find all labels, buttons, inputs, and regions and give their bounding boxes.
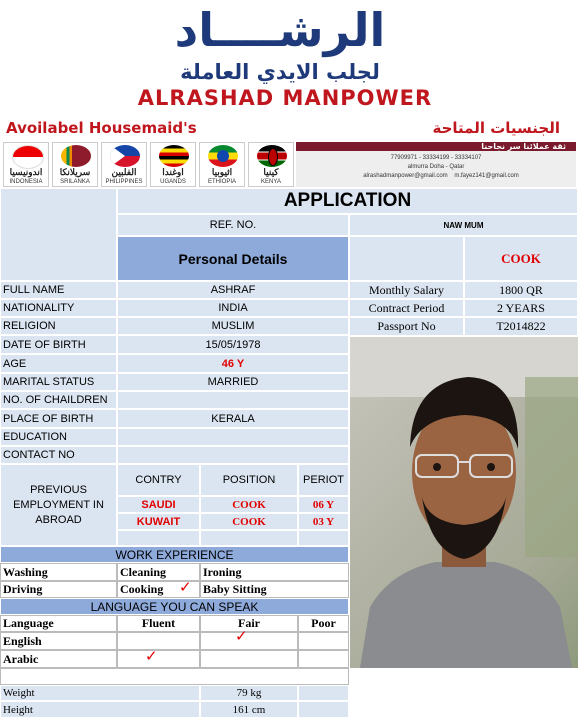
flag-uganda: [150, 142, 196, 187]
philippines-flag-icon: [110, 145, 140, 167]
contact-email: alrashadmanpower@gmail.com m.fayez141@gmail.com: [363, 173, 519, 179]
work-item-ironing: Ironing: [200, 563, 349, 581]
available-en: Avoilabel Housemaid's: [6, 119, 197, 137]
age-label: AGE: [0, 354, 117, 373]
arabic-fluent-check-icon: ✓: [145, 647, 158, 665]
flag-srilanka: [52, 142, 98, 187]
prev-row-empty: [117, 530, 200, 546]
position-applied: COOK: [464, 236, 578, 281]
top-left-blank: [0, 188, 117, 281]
contact-panel: [296, 142, 576, 187]
logo-arabic: الرشــــاد: [174, 3, 386, 57]
education-value: [117, 428, 349, 446]
religion-value: MUSLIM: [117, 317, 349, 335]
indonesia-flag-icon: [12, 145, 44, 169]
salary-label: Monthly Salary: [349, 281, 464, 299]
flag-indonesia: [3, 142, 49, 187]
lang-row-arabic: Arabic: [0, 650, 117, 668]
cooking-check-icon: ✓: [179, 578, 192, 596]
education-label: EDUCATION: [0, 428, 117, 446]
flag-label-ar: اندونيسيا: [9, 167, 43, 177]
english-fair-check-icon: ✓: [235, 627, 248, 645]
srilanka-flag-icon: [61, 145, 91, 167]
flag-label-en: INDONESIA: [9, 179, 43, 185]
lang-cell: [298, 650, 349, 668]
flag-kenya: [248, 142, 294, 187]
pob-label: PLACE OF BIRTH: [0, 409, 117, 428]
period-label: Contract Period: [349, 299, 464, 317]
passport-label: Passport No: [349, 317, 464, 336]
dob-value: 15/05/1978: [117, 335, 349, 354]
lang-cell: [117, 632, 200, 650]
children-value: [117, 391, 349, 409]
weight-value: 79 kg: [200, 685, 298, 701]
flag-label-ar: الفلبين: [111, 167, 137, 177]
nationality-label: NATIONALITY: [0, 299, 117, 317]
language-heading: LANGUAGE YOU CAN SPEAK: [0, 598, 349, 615]
flag-label-ar: سريلانكا: [59, 167, 91, 177]
flag-label-ar: اثيوبيا: [211, 167, 233, 177]
children-label: NO. OF CHAILDREN: [0, 391, 117, 409]
prev-row-position: COOK: [200, 513, 298, 530]
flag-label-en: ETHIOPIA: [207, 179, 236, 185]
ethiopia-flag-icon: [208, 145, 238, 167]
work-experience-heading: WORK EXPERIENCE: [0, 546, 349, 563]
height-value: 161 cm: [200, 701, 298, 718]
lang-cell: [117, 650, 200, 668]
previous-employment-label: PREVIOUS EMPLOYMENT IN ABROAD: [0, 464, 117, 546]
prev-row-country: SAUDI: [117, 496, 200, 513]
uganda-flag-icon: [159, 145, 189, 167]
flag-label-en: PHILIPPINES: [105, 179, 143, 185]
flag-label-ar: اوغندا: [162, 167, 184, 177]
full-name-label: FULL NAME: [0, 281, 117, 299]
lang-header-fluent: Fluent: [117, 615, 200, 632]
flag-label-ar: كينيا: [263, 167, 279, 177]
flag-philippines: [101, 142, 147, 187]
flag-label-en: SRILANKA: [60, 179, 90, 185]
prev-row-position: COOK: [200, 496, 298, 513]
nationality-value: INDIA: [117, 299, 349, 317]
lang-cell: [298, 632, 349, 650]
lang-row-english: English: [0, 632, 117, 650]
height-extra: [298, 701, 349, 718]
period-value: 2 YEARS: [464, 299, 578, 317]
marital-value: MARRIED: [117, 373, 349, 391]
weight-label: Weight: [0, 685, 200, 701]
work-item-driving: Driving: [0, 581, 117, 598]
company-name: ALRASHAD MANPOWER: [137, 86, 433, 110]
work-item-washing: Washing: [0, 563, 117, 581]
lang-header-language: Language: [0, 615, 117, 632]
available-ar: الجنسيات المتاحة: [432, 119, 560, 137]
salary-value: 1800 QR: [464, 281, 578, 299]
marital-label: MARITAL STATUS: [0, 373, 117, 391]
applicant-photo: [350, 337, 578, 668]
contact-value: [117, 446, 349, 464]
dob-label: DATE OF BIRTH: [0, 335, 117, 354]
religion-label: RELIGION: [0, 317, 117, 335]
flag-ethiopia: [199, 142, 245, 187]
flag-label-en: UGANDS: [160, 179, 186, 185]
age-value: 46 Y: [117, 354, 349, 373]
person-portrait-icon: [350, 337, 578, 668]
work-item-baby-sitting: Baby Sitting: [200, 581, 349, 598]
kenya-flag-icon: [257, 145, 287, 167]
lang-cell: [200, 632, 298, 650]
header-banner: [0, 0, 578, 140]
lang-header-poor: Poor: [298, 615, 349, 632]
prev-header-position: POSITION: [200, 464, 298, 496]
work-item-cooking: Cooking: [117, 581, 200, 598]
prev-header-country: CONTRY: [117, 464, 200, 496]
ref-label: REF. NO.: [117, 214, 349, 236]
prev-row-empty: [200, 530, 298, 546]
prev-header-period: PERIOT: [298, 464, 349, 496]
flag-label-en: KENYA: [261, 179, 281, 185]
pob-value: KERALA: [117, 409, 349, 428]
applicant-name-top: NAW MUM: [349, 214, 578, 236]
blank-mid: [349, 236, 464, 281]
blank-row: [0, 668, 349, 685]
prev-row-country: KUWAIT: [117, 513, 200, 530]
prev-row-empty: [298, 530, 349, 546]
weight-extra: [298, 685, 349, 701]
prev-row-period: 03 Y: [298, 513, 349, 530]
full-name-value: ASHRAF: [117, 281, 349, 299]
form-title: APPLICATION: [117, 188, 578, 214]
contact-slogan: ثقة عملائنا سر نجاحنا: [481, 142, 566, 151]
prev-row-period: 06 Y: [298, 496, 349, 513]
lang-header-fair: Fair: [200, 615, 298, 632]
personal-details-heading: Personal Details: [117, 236, 349, 281]
lang-cell: [200, 650, 298, 668]
logo-subtitle-arabic: لجلب الايدي العاملة: [180, 60, 380, 84]
contact-address: almurra Doha - Qatar: [407, 164, 465, 170]
height-label: Height: [0, 701, 200, 718]
contact-label: CONTACT NO: [0, 446, 117, 464]
contact-phones: 77909971 - 33334199 - 33334107: [390, 155, 482, 161]
work-item-cleaning: Cleaning: [117, 563, 200, 581]
passport-value: T2014822: [464, 317, 578, 336]
